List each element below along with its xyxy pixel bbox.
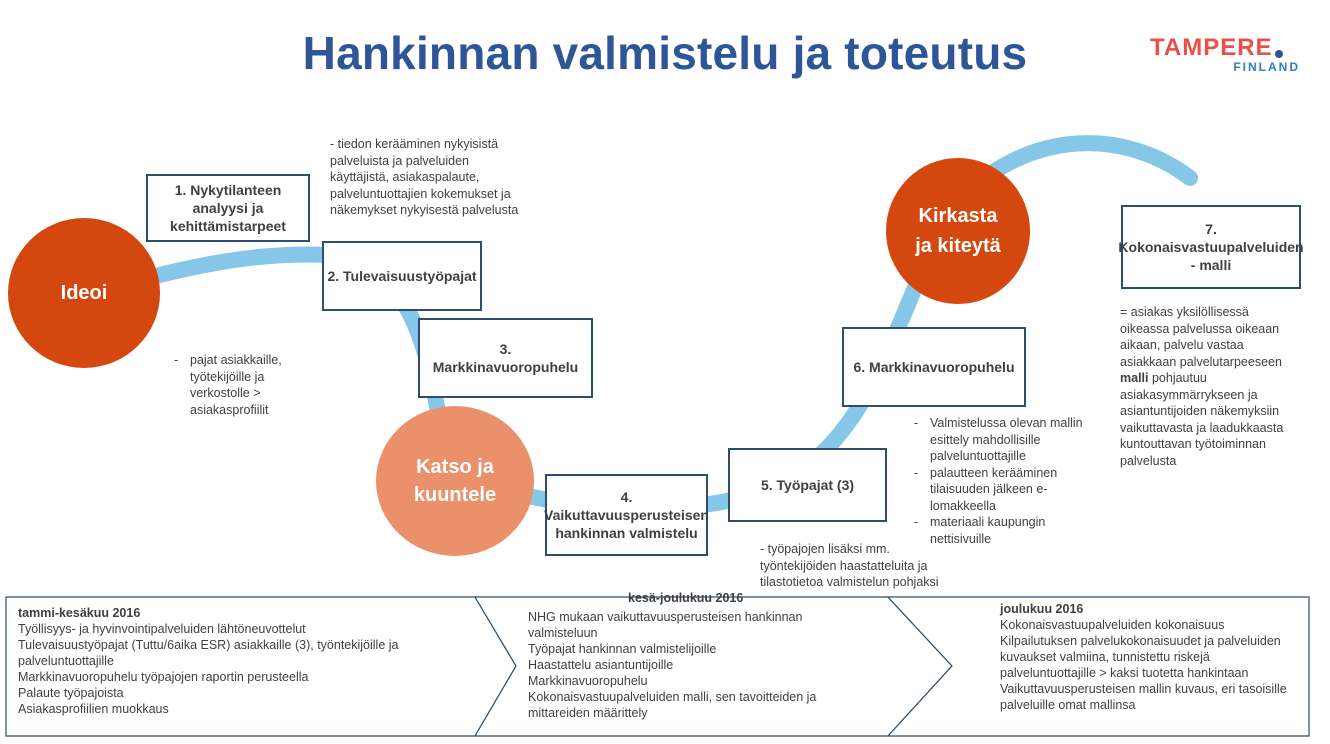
logo-dot-icon	[1275, 50, 1283, 58]
phase-ideoi: Ideoi	[8, 218, 160, 368]
timeline-period-2	[528, 609, 828, 721]
step-6-box: 6. Markkinavuoropuhelu	[842, 327, 1026, 407]
ideoi-bullets	[190, 352, 305, 418]
step-6-bullet: - materiaali kaupungin nettisivuille	[930, 514, 1095, 547]
timeline-item: Markkinavuoropuhelu työpajojen raportin perusteella	[18, 670, 309, 684]
timeline-item: Vaikuttavuusperusteisen mallin kuvaus, eri tasoisille palveluille omat mallinsa	[1000, 682, 1287, 712]
step-4-box: 4. Vaikuttavuusperusteisen hankinnan valmistelu	[545, 474, 708, 556]
timeline-period-3	[1000, 601, 1300, 713]
step-6-bullets	[930, 415, 1095, 547]
step-7-note-bold: malli	[1120, 371, 1149, 385]
timeline-period-3-head: joulukuu 2016	[1000, 602, 1084, 616]
timeline-item: Haastattelu asiantuntijoille	[528, 658, 674, 672]
step-7-box: 7. Kokonaisvastuupalveluiden - malli	[1121, 205, 1301, 289]
step-5-box: 5. Työpajat (3)	[728, 448, 887, 522]
phase-katso-ja-kuuntele: Katso ja kuuntele	[376, 406, 534, 556]
logo-main-text: TAMPERE	[1150, 34, 1273, 61]
step-7-note-post: pohjautuu asiakasymmärrykseen ja asiantuntijoiden näkemyksiin vaikuttavasta ja laadukkaasta kuntouttavan työtoiminnan palvelusta	[1120, 371, 1284, 468]
timeline-period-2-head: kesä-joulukuu 2016	[628, 591, 744, 605]
page-title: Hankinnan valmistelu ja toteutus	[302, 27, 1028, 79]
timeline-period-1-head: tammi-kesäkuu 2016	[18, 606, 141, 620]
ideoi-bullet: - pajat asiakkaille, työtekijöille ja verkostolle > asiakasprofiilit	[190, 352, 305, 418]
step-1-note: - tiedon kerääminen nykyisistä palveluista ja palveluiden käyttäjistä, asiakaspalaute, palveluntuottajien kokemukset ja näkemykset nykyisestä palvelusta	[330, 137, 519, 217]
tampere-logo	[1150, 34, 1302, 74]
logo-sub-text: FINLAND	[1233, 60, 1300, 74]
step-6-bullet: - Valmistelussa olevan mallin esittely mahdollisille palveluntuottajille	[930, 415, 1095, 465]
timeline-item: Kokonaisvastuupalveluiden kokonaisuus	[1000, 618, 1225, 632]
step-3-box: 3. Markkinavuoropuhelu	[418, 318, 593, 398]
timeline-item: Kilpailutuksen palvelukokonaisuudet ja palveluiden kuvaukset valmiina, tunnistettu riskejä palveluntuottajille > kaksi tuotetta hankintaan	[1000, 634, 1281, 680]
timeline-item: Markkinavuoropuhelu	[528, 674, 648, 688]
timeline-item: Työllisyys- ja hyvinvointipalveluiden lähtöneuvottelut	[18, 622, 306, 636]
timeline-item: NHG mukaan vaikuttavuusperusteisen hankinnan valmisteluun	[528, 610, 803, 640]
step-7-note-pre: = asiakas yksilöllisessä oikeassa palvelussa oikeaan aikaan, palvelu vastaa asiakkaan palvelutarpeeseen	[1120, 305, 1282, 369]
phase-kirkasta-ja-kiteyta: Kirkasta ja kiteytä	[886, 158, 1030, 304]
step-6-bullet: - palautteen kerääminen tilaisuuden jälkeen e-lomakkeella	[930, 465, 1095, 515]
timeline-item: Kokonaisvastuupalveluiden malli, sen tavoitteiden ja mittareiden määrittely	[528, 690, 817, 720]
timeline-item: Palaute työpajoista	[18, 686, 124, 700]
step-2-box: 2. Tulevaisuustyöpajat	[322, 241, 482, 311]
step-5-note: - työpajojen lisäksi mm. työntekijöiden haastatteluita ja tilastotietoa valmistelun pohjaksi	[760, 542, 939, 589]
step-1-box: 1. Nykytilanteen analyysi ja kehittämistarpeet	[146, 174, 310, 242]
timeline-item: Työpajat hankinnan valmistelijoille	[528, 642, 717, 656]
timeline-item: Asiakasprofiilien muokkaus	[18, 702, 169, 716]
timeline-period-1	[18, 605, 438, 717]
step-7-note	[1120, 304, 1290, 469]
timeline-item: Tulevaisuustyöpajat (Tuttu/6aika ESR) asiakkaille (3), työntekijöille ja palveluntuottajille	[18, 638, 399, 668]
